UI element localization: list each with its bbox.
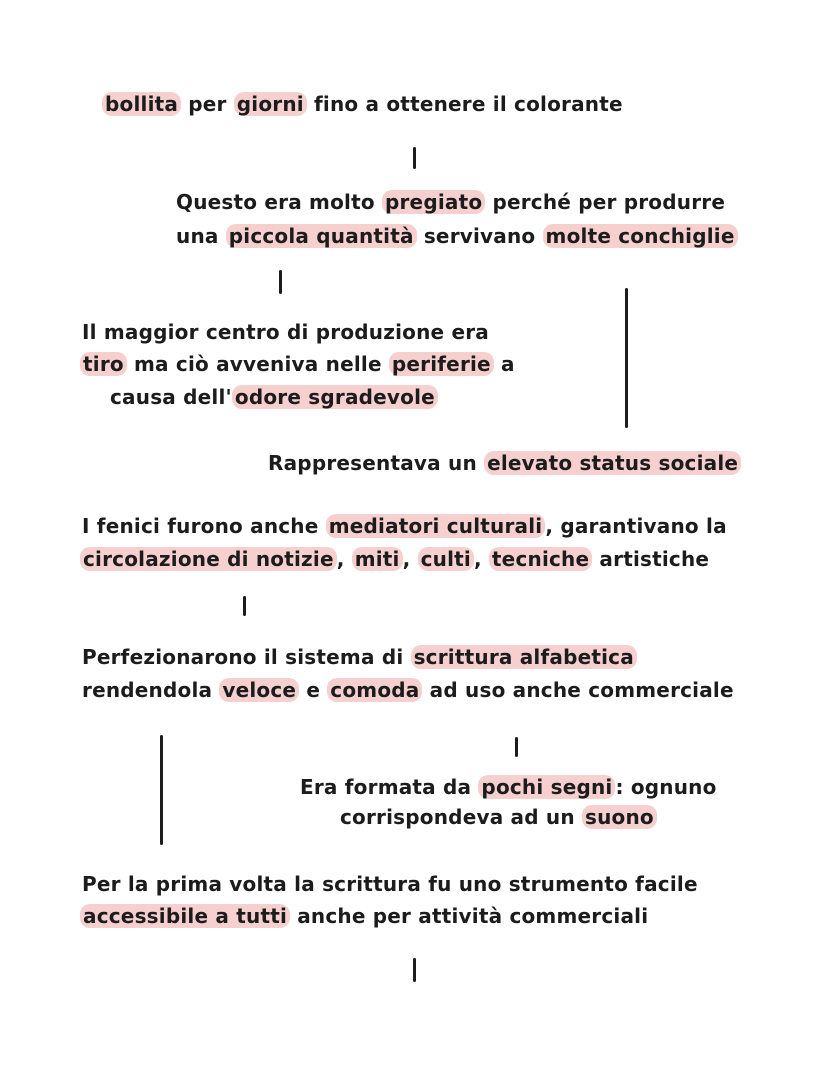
note-text: I fenici furono anche xyxy=(82,514,326,538)
note-text: anche per attività commerciali xyxy=(290,904,649,928)
note-line xyxy=(300,773,717,801)
highlighted-text: miti xyxy=(352,547,403,571)
highlighted-text: mediatori culturali xyxy=(326,514,546,538)
note-line xyxy=(102,90,623,118)
note-text: Perfezionarono il sistema di xyxy=(82,645,411,669)
highlighted-text: culti xyxy=(418,547,474,571)
highlighted-text: suono xyxy=(582,805,657,829)
note-text: ma ciò avveniva nelle xyxy=(126,352,389,376)
note-line xyxy=(82,643,637,671)
highlighted-text: giorni xyxy=(234,92,307,116)
note-line xyxy=(340,803,657,831)
note-line xyxy=(176,222,738,250)
highlighted-text: bollita xyxy=(102,92,181,116)
connector-line xyxy=(279,270,282,294)
highlighted-text: odore sgradevole xyxy=(232,385,438,409)
note-line xyxy=(82,512,727,540)
highlighted-text: piccola quantità xyxy=(226,224,417,248)
note-text: per xyxy=(181,92,234,116)
highlighted-text: accessibile a tutti xyxy=(80,904,290,928)
note-text: , xyxy=(402,547,418,571)
highlighted-text: comoda xyxy=(327,678,422,702)
note-text: una xyxy=(176,224,226,248)
note-line xyxy=(268,449,741,477)
highlighted-text: veloce xyxy=(219,678,299,702)
highlighted-text: pregiato xyxy=(382,190,485,214)
note-text: rendendola xyxy=(82,678,220,702)
highlighted-text: tiro xyxy=(80,352,127,376)
note-text: fino a ottenere il colorante xyxy=(306,92,623,116)
note-line xyxy=(80,902,648,930)
note-text: Per la prima volta la scrittura fu uno strumento facile xyxy=(82,872,698,896)
connector-line xyxy=(413,958,416,982)
highlighted-text: elevato status sociale xyxy=(484,451,741,475)
note-text: Il maggior centro di produzione era xyxy=(82,320,489,344)
note-text: artistiche xyxy=(592,547,710,571)
note-text: : ognuno xyxy=(615,775,717,799)
note-text: causa dell' xyxy=(110,385,232,409)
note-line xyxy=(80,545,709,573)
note-text: , xyxy=(336,547,352,571)
note-line xyxy=(82,318,489,346)
connector-line xyxy=(625,288,628,428)
note-line xyxy=(82,676,734,704)
note-text: Era formata da xyxy=(300,775,479,799)
highlighted-text: periferie xyxy=(389,352,494,376)
note-text: Questo era molto xyxy=(176,190,382,214)
highlighted-text: tecniche xyxy=(489,547,592,571)
note-text: , xyxy=(473,547,489,571)
note-text: e xyxy=(299,678,328,702)
note-text: Rappresentava un xyxy=(268,451,485,475)
connector-line xyxy=(160,735,163,845)
highlighted-text: circolazione di notizie xyxy=(80,547,337,571)
connector-line xyxy=(243,596,246,616)
note-text: perché per produrre xyxy=(485,190,726,214)
connector-line xyxy=(515,737,518,757)
note-line xyxy=(110,383,438,411)
note-text: , garantivano la xyxy=(545,514,727,538)
note-text: a xyxy=(493,352,515,376)
highlighted-text: pochi segni xyxy=(478,775,615,799)
note-text: ad uso anche commerciale xyxy=(422,678,734,702)
note-line xyxy=(82,870,698,898)
highlighted-text: molte conchiglie xyxy=(543,224,738,248)
connector-line xyxy=(413,147,416,169)
note-line xyxy=(176,188,725,216)
note-text: corrispondeva ad un xyxy=(340,805,582,829)
note-text: servivano xyxy=(416,224,543,248)
note-line xyxy=(80,350,515,378)
highlighted-text: scrittura alfabetica xyxy=(411,645,637,669)
